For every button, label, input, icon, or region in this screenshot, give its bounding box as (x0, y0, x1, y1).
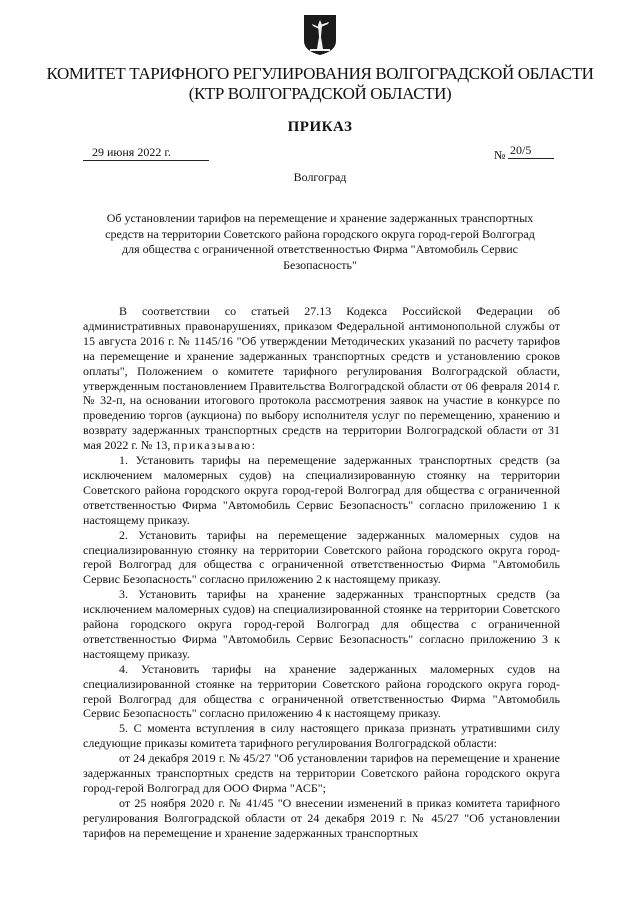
order-item-5: 5. С момента вступления в силу настоящего приказа признать утратившими силу следующие приказы комитета тарифного регулирования Волгоградской области: (83, 721, 560, 751)
number-sign: № (494, 148, 506, 162)
document-type: ПРИКАЗ (287, 119, 353, 135)
order-item-1: 1. Установить тарифы на перемещение задержанных транспортных средств (за исключением маломерных судов) на специализированную стоянку на территории Советского района городского округа город-герой Волгоград для общества с ограниченной ответственностью Фирма "Автомобиль Сервис Безопасность" согласно приложению 1 к настоящему приказу. (83, 453, 560, 527)
repealed-order-2: от 25 ноября 2020 г. № 41/45 "О внесении изменений в приказ комитета тарифного регулирования Волгоградской области от 24 декабря 2019 г. № 45/27 "Об установлении тарифов на перемещение и хранение задержанных транспортных (83, 795, 560, 840)
preamble-paragraph (83, 304, 560, 453)
subject-line: средств на территории Советского района городского округа город-герой Волгоград (105, 226, 535, 241)
organization-name: КОМИТЕТ ТАРИФНОГО РЕГУЛИРОВАНИЯ ВОЛГОГРАДСКОЙ ОБЛАСТИ (46, 64, 594, 83)
document-subject (104, 211, 536, 273)
subject-line: Об установлении тарифов на перемещение и хранение задержанных транспортных (106, 211, 534, 225)
order-item-4: 4. Установить тарифы на хранение задержанных маломерных судов на специализированной стоянке на территории Советского района городского округа город-герой Волгоград для общества с ограниченной ответственностью Фирма "Автомобиль Сервис Безопасность" согласно приложению 4 к настоящему приказу. (83, 661, 560, 721)
document-city: Волгоград (293, 170, 347, 184)
organization-short-name: (КТР ВОЛГОГРАДСКОЙ ОБЛАСТИ) (188, 84, 452, 103)
order-action-word: приказываю: (173, 438, 257, 453)
date-underline (83, 160, 209, 161)
document-number: 20/5 (510, 143, 532, 157)
subject-line: Безопасность" (283, 257, 357, 272)
subject-line: для общества с ограниченной ответственностью Фирма "Автомобиль Сервис (122, 242, 518, 256)
order-item-2: 2. Установить тарифы на перемещение задержанных маломерных судов на специализированную стоянку на территории Советского района городского округа город-герой Волгоград для общества с ограниченной ответственностью Фирма "Автомобиль Сервис Безопасность" согласно приложению 2 к настоящему приказу. (83, 527, 560, 587)
repealed-order-1: от 24 декабря 2019 г. № 45/27 "Об установлении тарифов на перемещение и хранение задержанных транспортных средств на территории Советского района городского округа город-герой Волгоград для ООО Фирма "АСБ"; (83, 751, 560, 795)
organization-title (40, 64, 600, 104)
number-underline (508, 158, 554, 159)
document-date: 29 июня 2022 г. (92, 145, 171, 159)
order-item-3: 3. Установить тарифы на хранение задержанных транспортных средств (за исключением маломерных судов) на специализированной стоянке на территории Советского района городского округа город-герой Волгоград для общества с ограниченной ответственностью Фирма "Автомобиль Сервис Безопасность" согласно приложению 3 к настоящему приказу. (83, 587, 560, 661)
volgograd-coat-of-arms-icon (302, 13, 338, 57)
preamble-text: В соответствии со статьей 27.13 Кодекса Российской Федерации об административных правонарушениях, приказом Федеральной антимонопольной службы от 15 августа 2016 г. № 1145/16 "Об утверждении Методических указаний по расчету тарифов на перемещение и хранение задержанных транспортных средств и установлению сроков оплаты", Положением о комитете тарифного регулирования Волгоградской области, утвержденным постановлением Правительства Волгоградской области от 06 февраля 2014 г. № 32-п, на основании итогового протокола рассмотрения заявок на участие в конкурсе по проведению торгов (аукциона) по выбору исполнителя услуг по перемещению, хранению и возврату задержанных транспортных средств на территории Волгоградской области от 31 мая 2022 г. № 13, (83, 304, 560, 453)
document-body (83, 304, 560, 841)
